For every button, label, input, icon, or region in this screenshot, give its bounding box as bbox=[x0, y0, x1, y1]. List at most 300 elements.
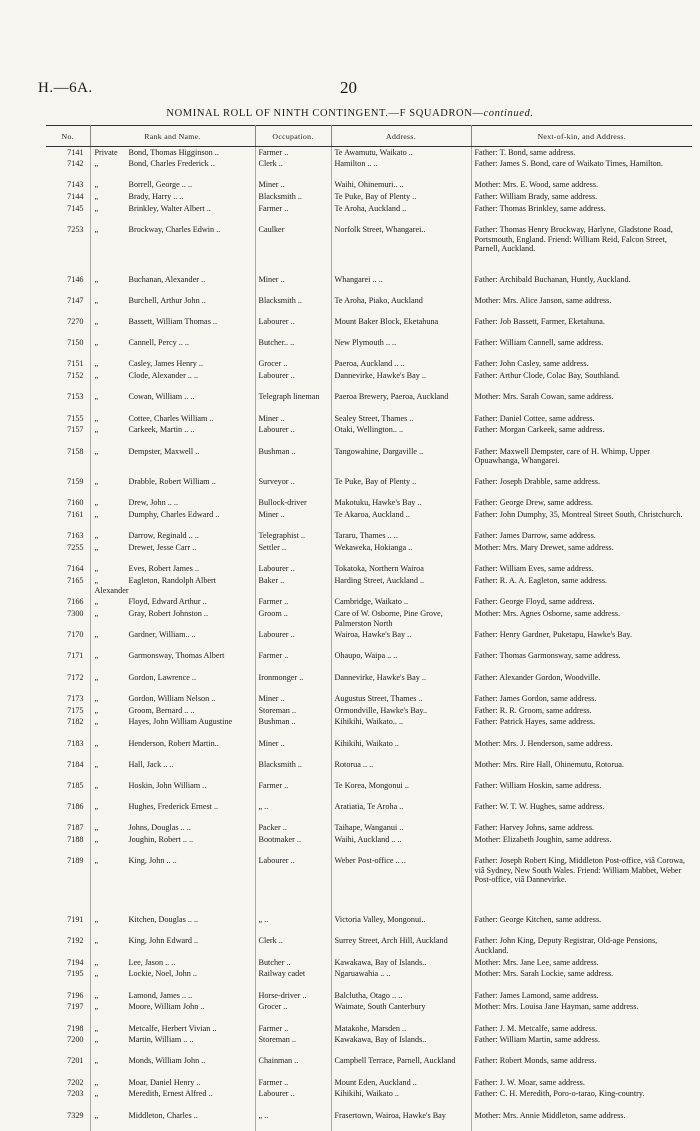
occupation: Blacksmith .. bbox=[255, 191, 331, 203]
table-row bbox=[46, 1055, 692, 1076]
occupation: Farmer .. bbox=[255, 1077, 331, 1089]
service-number: 7144 bbox=[46, 191, 90, 203]
table-row bbox=[46, 509, 692, 530]
rank-and-name bbox=[90, 834, 255, 855]
rank-and-name bbox=[90, 672, 255, 693]
rank-and-name bbox=[90, 179, 255, 191]
occupation: Clerk .. bbox=[255, 158, 331, 179]
soldier-name: Gordon, Lawrence .. bbox=[128, 672, 197, 682]
address: New Plymouth .. .. bbox=[331, 337, 471, 358]
address: Taihape, Wanganui .. bbox=[331, 822, 471, 834]
rank-and-name bbox=[90, 608, 255, 629]
soldier-name: Hall, Jack .. .. bbox=[128, 759, 174, 769]
address: Ngaruawahia .. .. bbox=[331, 968, 471, 989]
col-header-rank-name: Rank and Name. bbox=[90, 126, 255, 147]
next-of-kin: Father: Thomas Henry Brockway, Harlyne, Gladstone Road, Portsmouth, England. Friend: William Reid, Falcon Street, Parnell, Auckland. bbox=[474, 225, 673, 254]
rank-and-name bbox=[90, 738, 255, 759]
rank: „ bbox=[94, 823, 99, 833]
address: Victoria Valley, Mongonui.. bbox=[331, 914, 471, 935]
table-row bbox=[46, 693, 692, 705]
occupation: Labourer .. bbox=[255, 629, 331, 650]
occupation: Miner .. bbox=[255, 413, 331, 425]
table-row bbox=[46, 563, 692, 575]
rank: „ bbox=[94, 204, 99, 214]
address: Tararu, Thames .. .. bbox=[331, 530, 471, 542]
occupation: Labourer .. bbox=[255, 1088, 331, 1109]
next-of-kin: Father: William Brady, same address. bbox=[474, 192, 598, 202]
address: Matakohe, Marsden .. bbox=[331, 1023, 471, 1035]
next-of-kin: Father: James S. Bond, care of Waikato Times, Hamilton. bbox=[474, 159, 663, 169]
service-number: 7201 bbox=[46, 1055, 90, 1076]
address: Paeroa, Auckland .. .. bbox=[331, 358, 471, 370]
service-number: 7163 bbox=[46, 530, 90, 542]
occupation: Railway cadet bbox=[255, 968, 331, 989]
table-row bbox=[46, 316, 692, 337]
rank: „ bbox=[94, 1035, 99, 1045]
service-number: 7202 bbox=[46, 1077, 90, 1089]
soldier-name: Darrow, Reginald .. .. bbox=[128, 531, 199, 541]
rank: „ bbox=[94, 159, 99, 169]
service-number: 7147 bbox=[46, 295, 90, 316]
soldier-name: Hayes, John William Augustine bbox=[128, 717, 233, 727]
table-row bbox=[46, 914, 692, 935]
occupation: Farmer .. bbox=[255, 650, 331, 671]
service-number: 7152 bbox=[46, 370, 90, 391]
soldier-name: Lockie, Noel, John .. bbox=[128, 969, 197, 979]
service-number: 7153 bbox=[46, 391, 90, 412]
soldier-name: Drabble, Robert William .. bbox=[128, 477, 216, 487]
rank: „ bbox=[94, 609, 99, 619]
address: Weber Post-office .. .. bbox=[331, 855, 471, 914]
soldier-name: Eagleton, Randolph Albert Alexander bbox=[94, 576, 217, 595]
occupation: Farmer .. bbox=[255, 203, 331, 224]
table-row bbox=[46, 968, 692, 989]
table-row bbox=[46, 191, 692, 203]
address: Campbell Terrace, Parnell, Auckland bbox=[331, 1055, 471, 1076]
rank-and-name bbox=[90, 705, 255, 717]
service-number: 7195 bbox=[46, 968, 90, 989]
service-number: 7150 bbox=[46, 337, 90, 358]
address: Kawakawa, Bay of Islands.. bbox=[331, 957, 471, 969]
rank: „ bbox=[94, 1023, 99, 1033]
occupation: Blacksmith .. bbox=[255, 759, 331, 780]
soldier-name: Burchell, Arthur John .. bbox=[128, 295, 206, 305]
next-of-kin: Mother: Mrs. Sarah Cowan, same address. bbox=[474, 392, 614, 402]
table-row bbox=[46, 672, 692, 693]
next-of-kin: Father: C. H. Meredith, Poro-o-tarao, King-country. bbox=[474, 1089, 645, 1099]
soldier-name: Brockway, Charles Edwin .. bbox=[128, 225, 221, 235]
address: Kihikihi, Waikato.. .. bbox=[331, 716, 471, 737]
soldier-name: Johns, Douglas .. .. bbox=[128, 823, 191, 833]
occupation: Clerk .. bbox=[255, 935, 331, 956]
rank-and-name bbox=[90, 530, 255, 542]
rank-and-name bbox=[90, 822, 255, 834]
table-row bbox=[46, 158, 692, 179]
next-of-kin: Father: Joseph Robert King, Middleton Post-office, viâ Corowa, viâ Sydney, New South Wales. Friend: William Mabbet, Weber Post-office, viâ Dannevirke. bbox=[474, 856, 685, 885]
table-row bbox=[46, 957, 692, 969]
soldier-name: Casley, James Henry .. bbox=[128, 359, 204, 369]
service-number: 7270 bbox=[46, 316, 90, 337]
table-row bbox=[46, 801, 692, 822]
next-of-kin: Mother: Mrs. J. Henderson, same address. bbox=[474, 738, 613, 748]
soldier-name: Moar, Daniel Henry .. bbox=[128, 1077, 201, 1087]
address: Te Aroha, Auckland .. bbox=[331, 203, 471, 224]
rank-and-name bbox=[90, 358, 255, 370]
next-of-kin: Father: R. A. A. Eagleton, same address. bbox=[474, 576, 608, 586]
rank: „ bbox=[94, 705, 99, 715]
rank: „ bbox=[94, 446, 99, 456]
rank-and-name bbox=[90, 968, 255, 989]
occupation: Grocer .. bbox=[255, 1001, 331, 1022]
table-row bbox=[46, 274, 692, 295]
address: Ormondville, Hawke's Bay.. bbox=[331, 705, 471, 717]
col-header-address: Address. bbox=[331, 126, 471, 147]
table-row bbox=[46, 822, 692, 834]
rank: „ bbox=[94, 1089, 99, 1099]
occupation: Blacksmith .. bbox=[255, 295, 331, 316]
address: Harding Street, Auckland .. bbox=[331, 575, 471, 596]
service-number: 7189 bbox=[46, 855, 90, 914]
address: Te Akaroa, Auckland .. bbox=[331, 509, 471, 530]
service-number: 7329 bbox=[46, 1110, 90, 1131]
table-row bbox=[46, 497, 692, 509]
rank: „ bbox=[94, 936, 99, 946]
table-row bbox=[46, 1077, 692, 1089]
occupation: Labourer .. bbox=[255, 563, 331, 575]
rank: „ bbox=[94, 651, 99, 661]
next-of-kin: Father: John Dumphy, 35, Montreal Street South, Christchurch. bbox=[474, 510, 683, 520]
service-number: 7143 bbox=[46, 179, 90, 191]
address: Waimate, South Canterbury bbox=[331, 1001, 471, 1022]
address: Te Puke, Bay of Plenty .. bbox=[331, 476, 471, 497]
service-number: 7186 bbox=[46, 801, 90, 822]
soldier-name: Cowan, William .. .. bbox=[128, 392, 195, 402]
next-of-kin: Father: Joseph Drabble, same address. bbox=[474, 477, 601, 487]
address: Wairoa, Hawke's Bay .. bbox=[331, 629, 471, 650]
rank: „ bbox=[94, 957, 99, 967]
address: Balclutha, Otago .. .. bbox=[331, 990, 471, 1002]
address: Kihikihi, Waikato .. bbox=[331, 738, 471, 759]
service-number: 7191 bbox=[46, 914, 90, 935]
next-of-kin: Mother: Mrs. Louisa Jane Hayman, same address. bbox=[474, 1002, 639, 1012]
occupation: „ .. bbox=[255, 914, 331, 935]
soldier-name: Hughes, Frederick Ernest .. bbox=[128, 802, 219, 812]
title-continued: continued. bbox=[483, 108, 534, 119]
address: Dannevirke, Hawke's Bay .. bbox=[331, 672, 471, 693]
soldier-name: Monds, William John .. bbox=[128, 1056, 206, 1066]
service-number: 7165 bbox=[46, 575, 90, 596]
col-header-no: No. bbox=[46, 126, 90, 147]
service-number: 7194 bbox=[46, 957, 90, 969]
service-number: 7192 bbox=[46, 935, 90, 956]
occupation: „ .. bbox=[255, 1110, 331, 1131]
rank: „ bbox=[94, 1077, 99, 1087]
next-of-kin: Father: Maxwell Dempster, care of H. Whimp, Upper Opuawhanga, Whangarei. bbox=[474, 446, 650, 465]
address: Ohaupo, Waipa .. .. bbox=[331, 650, 471, 671]
soldier-name: Gardner, William.. .. bbox=[128, 630, 196, 640]
table-row bbox=[46, 476, 692, 497]
page-number: 20 bbox=[340, 78, 357, 97]
next-of-kin: Father: William Martin, same address. bbox=[474, 1035, 600, 1045]
occupation: Telegraphist .. bbox=[255, 530, 331, 542]
rank-and-name bbox=[90, 542, 255, 563]
rank: „ bbox=[94, 392, 99, 402]
table-row bbox=[46, 780, 692, 801]
address: Whangarei .. .. bbox=[331, 274, 471, 295]
soldier-name: Hoskin, John William .. bbox=[128, 781, 207, 790]
rank: „ bbox=[94, 498, 99, 508]
next-of-kin: Father: Thomas Garmonsway, same address. bbox=[474, 651, 621, 661]
rank-and-name bbox=[90, 295, 255, 316]
table-row bbox=[46, 575, 692, 596]
occupation: Settler .. bbox=[255, 542, 331, 563]
address: Kihikihi, Waikato .. bbox=[331, 1088, 471, 1109]
occupation: Caulker bbox=[255, 224, 331, 273]
rank-and-name bbox=[90, 650, 255, 671]
next-of-kin: Father: Alexander Gordon, Woodville. bbox=[474, 672, 601, 682]
service-number: 7166 bbox=[46, 596, 90, 608]
rank-and-name bbox=[90, 509, 255, 530]
service-number: 7171 bbox=[46, 650, 90, 671]
rank-and-name bbox=[90, 316, 255, 337]
next-of-kin: Father: J. M. Metcalfe, same address. bbox=[474, 1023, 598, 1033]
next-of-kin: Father: James Darrow, same address. bbox=[474, 531, 596, 541]
table-row bbox=[46, 1023, 692, 1035]
rank-and-name bbox=[90, 497, 255, 509]
col-header-next-of-kin: Next-of-kin, and Address. bbox=[471, 126, 692, 147]
next-of-kin: Father: Arthur Clode, Colac Bay, Southland. bbox=[474, 371, 620, 381]
soldier-name: Lamond, James .. .. bbox=[128, 990, 193, 1000]
table-row bbox=[46, 224, 692, 273]
table-row bbox=[46, 530, 692, 542]
occupation: Miner .. bbox=[255, 179, 331, 191]
service-number: 7172 bbox=[46, 672, 90, 693]
table-row bbox=[46, 990, 692, 1002]
table-row bbox=[46, 1110, 692, 1131]
table-header-row bbox=[46, 126, 692, 147]
rank: „ bbox=[94, 1056, 99, 1066]
next-of-kin: Mother: Mrs. Alice Janson, same address. bbox=[474, 295, 612, 305]
address: Augustus Street, Thames .. bbox=[331, 693, 471, 705]
table-row bbox=[46, 179, 692, 191]
soldier-name: Groom, Bernard .. .. bbox=[128, 705, 195, 715]
table-row bbox=[46, 596, 692, 608]
service-number: 7145 bbox=[46, 203, 90, 224]
soldier-name: Gordon, William Nelson .. bbox=[128, 693, 216, 703]
service-number: 7253 bbox=[46, 224, 90, 273]
occupation: Packer .. bbox=[255, 822, 331, 834]
soldier-name: Garmonsway, Thomas Albert bbox=[128, 651, 225, 661]
next-of-kin: Mother: Mrs. Jane Lee, same address. bbox=[474, 957, 599, 967]
rank-and-name bbox=[90, 1110, 255, 1131]
next-of-kin: Father: Patrick Hayes, same address. bbox=[474, 717, 596, 727]
rank: „ bbox=[94, 856, 99, 866]
next-of-kin: Father: James Lamond, same address. bbox=[474, 990, 599, 1000]
table-row bbox=[46, 391, 692, 412]
rank-and-name bbox=[90, 1034, 255, 1055]
rank-and-name bbox=[90, 1001, 255, 1022]
document-reference: H.—6A. bbox=[38, 80, 93, 96]
next-of-kin: Father: Archibald Buchanan, Huntly, Auckland. bbox=[474, 274, 631, 284]
occupation: Labourer .. bbox=[255, 424, 331, 445]
address: Wekaweka, Hokianga .. bbox=[331, 542, 471, 563]
rank-and-name bbox=[90, 780, 255, 801]
next-of-kin: Father: R. R. Groom, same address. bbox=[474, 705, 592, 715]
rank: „ bbox=[94, 371, 99, 381]
rank: Private bbox=[94, 148, 118, 157]
address: Frasertown, Wairoa, Hawke's Bay bbox=[331, 1110, 471, 1131]
rank: „ bbox=[94, 413, 99, 423]
service-number: 7155 bbox=[46, 413, 90, 425]
next-of-kin: Father: Robert Monds, same address. bbox=[474, 1056, 597, 1066]
next-of-kin: Father: J. W. Moar, same address. bbox=[474, 1077, 585, 1087]
rank: „ bbox=[94, 425, 99, 435]
next-of-kin: Father: W. T. W. Hughes, same address. bbox=[474, 802, 605, 812]
soldier-name: Floyd, Edward Arthur .. bbox=[128, 597, 207, 607]
next-of-kin: Father: Morgan Carkeek, same address. bbox=[474, 425, 605, 435]
service-number: 7146 bbox=[46, 274, 90, 295]
next-of-kin: Mother: Mrs. Annie Middleton, same address. bbox=[474, 1110, 626, 1120]
soldier-name: Middleton, Charles .. bbox=[128, 1110, 198, 1120]
soldier-name: Metcalfe, Herbert Vivian .. bbox=[128, 1023, 217, 1033]
occupation: Miner .. bbox=[255, 274, 331, 295]
soldier-name: Drew, John .. .. bbox=[128, 498, 178, 508]
rank: „ bbox=[94, 274, 99, 284]
service-number: 7164 bbox=[46, 563, 90, 575]
table-row bbox=[46, 716, 692, 737]
table-row bbox=[46, 370, 692, 391]
occupation: Bushman .. bbox=[255, 446, 331, 477]
soldier-name: Eves, Robert James .. bbox=[128, 564, 199, 574]
next-of-kin: Father: Harvey Johns, same address. bbox=[474, 823, 595, 833]
rank: „ bbox=[94, 338, 99, 348]
table-row bbox=[46, 608, 692, 629]
rank: „ bbox=[94, 802, 99, 812]
rank-and-name bbox=[90, 391, 255, 412]
occupation: Butcher .. bbox=[255, 957, 331, 969]
table-row bbox=[46, 413, 692, 425]
next-of-kin: Mother: Mrs. Rire Hall, Ohinemutu, Rotorua. bbox=[474, 759, 624, 769]
rank-and-name bbox=[90, 413, 255, 425]
next-of-kin: Father: William Cannell, same address. bbox=[474, 338, 604, 348]
next-of-kin: Father: Thomas Brinkley, same address. bbox=[474, 204, 606, 214]
rank-and-name bbox=[90, 563, 255, 575]
service-number: 7159 bbox=[46, 476, 90, 497]
soldier-name: King, John .. .. bbox=[128, 856, 177, 866]
rank-and-name bbox=[90, 1077, 255, 1089]
service-number: 7157 bbox=[46, 424, 90, 445]
rank-and-name bbox=[90, 693, 255, 705]
rank: „ bbox=[94, 576, 99, 586]
address: Mount Eden, Auckland .. bbox=[331, 1077, 471, 1089]
soldier-name: Brinkley, Walter Albert .. bbox=[128, 204, 211, 214]
table-row bbox=[46, 424, 692, 445]
rank: „ bbox=[94, 510, 99, 520]
service-number: 7187 bbox=[46, 822, 90, 834]
table-row bbox=[46, 446, 692, 477]
rank: „ bbox=[94, 835, 99, 845]
address: Tokatoka, Northern Wairoa bbox=[331, 563, 471, 575]
table-row bbox=[46, 629, 692, 650]
next-of-kin: Father: Henry Gardner, Puketapu, Hawke's Bay. bbox=[474, 630, 632, 640]
address: Mount Baker Block, Eketahuna bbox=[331, 316, 471, 337]
rank: „ bbox=[94, 630, 99, 640]
occupation: Farmer .. bbox=[255, 147, 331, 159]
next-of-kin: Father: William Eves, same address. bbox=[474, 564, 594, 574]
service-number: 7170 bbox=[46, 629, 90, 650]
rank: „ bbox=[94, 225, 99, 235]
service-number: 7185 bbox=[46, 780, 90, 801]
service-number: 7175 bbox=[46, 705, 90, 717]
address: Tangowahine, Dargaville .. bbox=[331, 446, 471, 477]
table-row bbox=[46, 358, 692, 370]
soldier-name: Cottee, Charles William .. bbox=[128, 413, 214, 423]
occupation: Horse-driver .. bbox=[255, 990, 331, 1002]
rank-and-name bbox=[90, 801, 255, 822]
rank-and-name bbox=[90, 957, 255, 969]
rank-and-name bbox=[90, 855, 255, 914]
occupation: Labourer .. bbox=[255, 855, 331, 914]
rank-and-name bbox=[90, 1055, 255, 1076]
next-of-kin: Father: George Floyd, same address. bbox=[474, 597, 595, 607]
occupation: Bootmaker .. bbox=[255, 834, 331, 855]
next-of-kin: Father: George Kitchen, same address. bbox=[474, 915, 602, 925]
rank-and-name bbox=[90, 1088, 255, 1109]
rank-and-name bbox=[90, 629, 255, 650]
rank: „ bbox=[94, 295, 99, 305]
address: Paeroa Brewery, Paeroa, Auckland bbox=[331, 391, 471, 412]
address: Te Korea, Mongonui .. bbox=[331, 780, 471, 801]
soldier-name: Cannell, Percy .. .. bbox=[128, 338, 189, 348]
address: Sealey Street, Thames .. bbox=[331, 413, 471, 425]
service-number: 7158 bbox=[46, 446, 90, 477]
service-number: 7198 bbox=[46, 1023, 90, 1035]
next-of-kin: Mother: Mrs. E. Wood, same address. bbox=[474, 180, 599, 190]
rank: „ bbox=[94, 359, 99, 369]
table-row bbox=[46, 759, 692, 780]
occupation: Ironmonger .. bbox=[255, 672, 331, 693]
rank-and-name bbox=[90, 914, 255, 935]
service-number: 7184 bbox=[46, 759, 90, 780]
rank: „ bbox=[94, 915, 99, 925]
table-row bbox=[46, 738, 692, 759]
service-number: 7255 bbox=[46, 542, 90, 563]
table-row bbox=[46, 1034, 692, 1055]
soldier-name: Martin, William .. .. bbox=[128, 1035, 194, 1045]
occupation: Baker .. bbox=[255, 575, 331, 596]
rank-and-name bbox=[90, 191, 255, 203]
service-number: 7197 bbox=[46, 1001, 90, 1022]
service-number: 7200 bbox=[46, 1034, 90, 1055]
rank-and-name bbox=[90, 990, 255, 1002]
soldier-name: Joughin, Robert .. .. bbox=[128, 835, 194, 845]
table-row bbox=[46, 147, 692, 159]
occupation: Telegraph lineman bbox=[255, 391, 331, 412]
rank: „ bbox=[94, 1110, 99, 1120]
service-number: 7182 bbox=[46, 716, 90, 737]
table-row bbox=[46, 203, 692, 224]
rank-and-name bbox=[90, 446, 255, 477]
table-row bbox=[46, 650, 692, 671]
address: Waihi, Ohinemuri.. .. bbox=[331, 179, 471, 191]
address: Cambridge, Waikato .. bbox=[331, 596, 471, 608]
rank-and-name bbox=[90, 203, 255, 224]
address: Hamilton .. .. bbox=[331, 158, 471, 179]
rank-and-name bbox=[90, 759, 255, 780]
occupation: Storeman .. bbox=[255, 1034, 331, 1055]
address: Care of W. Osborne, Pine Grove, Palmerston North bbox=[331, 608, 471, 629]
next-of-kin: Father: T. Bond, same address. bbox=[474, 148, 576, 157]
